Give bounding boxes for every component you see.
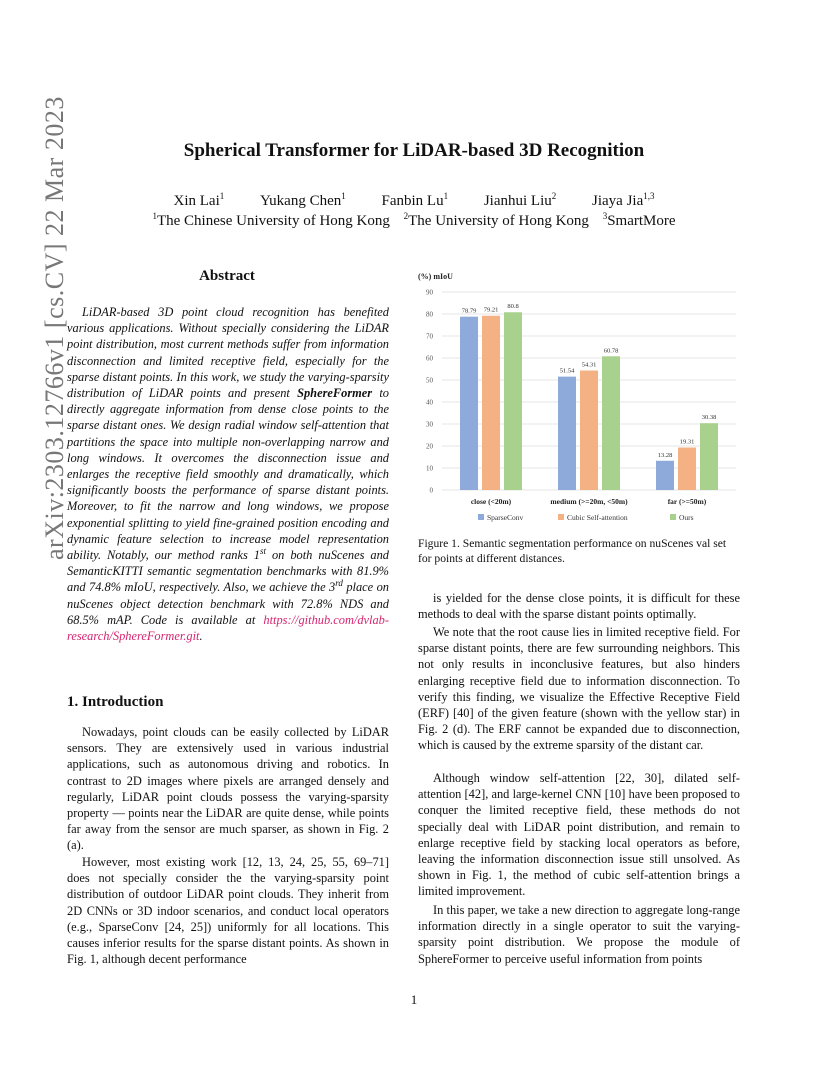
- paper-title: Spherical Transformer for LiDAR-based 3D Recognition: [183, 140, 645, 161]
- bar: [700, 423, 718, 490]
- data-label: 13.28: [657, 451, 673, 459]
- y-tick-label: 10: [426, 464, 433, 473]
- intro-paragraph-1: Nowadays, point clouds can be easily collected by LiDAR sensors. They are extensively used in various industrial applications, such as autonomous driving and robotics. In contrast to 2D images where pixels are arranged densely and regularly, LiDAR point clouds possess the varying-sparsity property — points near the LiDAR are quite dense, while points far away from the sensor are much sparser, as shown in Fig. 2 (a).: [67, 725, 389, 853]
- data-label: 30.38: [701, 414, 717, 422]
- bar-chart: [418, 268, 740, 530]
- abstract-text: LiDAR-based 3D point cloud recognition has benefited various applications. Without specially considering the LiDAR point distribution, most current methods suffer from information disconnection and limited receptive field, especially for the sparse distant points. In this work, we study the varying-sparsity distribution of LiDAR points and present SphereFormer to directly aggregate information from dense close points to the sparse distant ones. We design radial window self-attention that partitions the space into multiple non-overlapping narrow and long windows. It overcomes the disconnection issue and enlarges the receptive field smoothly and dramatically, which significantly boosts the performance of sparse distant points. Moreover, to fit the narrow and long windows, we propose exponential splitting to yield fine-grained position encoding and dynamic feature selection to increase model representation ability. Notably, our method ranks 1st on both nuScenes and SemanticKITTI semantic segmentation benchmarks with 81.9% and 74.8% mIoU, respectively. Also, we achieve the 3rd place on nuScenes object detection benchmark with 72.8% NDS and 68.5% mAP. Code is available at https://github.com/dvlab-research/SphereFormer.git.: [67, 305, 389, 644]
- legend-swatch: [478, 514, 484, 520]
- page-number: 1: [410, 992, 418, 1007]
- right-paragraph-1: is yielded for the dense close points, it is difficult for these methods to deal with the sparse distant points optimally.: [418, 591, 740, 622]
- y-tick-label: 0: [429, 486, 433, 495]
- y-tick-label: 70: [426, 332, 433, 341]
- bar: [580, 371, 598, 490]
- bar: [602, 356, 620, 490]
- bar: [482, 316, 500, 490]
- right-paragraph-2: We note that the root cause lies in limited receptive field. For sparse distant points, there are few surrounding neighbors. This not only results in inconclusive features, but also hinders enlarging receptive field due to information disconnection. To verify this finding, we visualize the Effective Receptive Field (ERF) [40] of the given feature (shown with the yellow star) in Fig. 2 (d). The ERF cannot be expanded due to disconnection, which is caused by the extreme sparsity of the distant car.: [418, 625, 740, 753]
- figure-caption: Figure 1. Semantic segmentation performance on nuScenes val set for points at different distances.: [418, 537, 727, 565]
- author: Xin Lai$^1$: [173, 191, 225, 209]
- bar: [656, 461, 674, 490]
- right-paragraph-3: Although window self-attention [22, 30], dilated self-attention [42], and large-kernel CNN [10] have been proposed to conquer the limited receptive field, these methods do not specially deal with LiDAR point distribution, and remain to enlarge receptive field by stacking local operators as before, leaving the information disconnection issue still unsolved. As shown in Fig. 1, the method of cubic self-attention brings a limited improvement.: [418, 771, 740, 899]
- data-label: 78.79: [461, 307, 477, 315]
- data-label: 79.21: [483, 306, 499, 314]
- right-paragraph-4: In this paper, we take a new direction to aggregate long-range information directly in a single operator to suit the varying-sparsity point distribution. We propose the module of SphereFormer to perceive useful information from points: [418, 903, 740, 966]
- abstract-heading: Abstract: [199, 268, 255, 284]
- y-tick-label: 20: [426, 442, 433, 451]
- y-tick-label: 90: [426, 288, 433, 297]
- author: Yukang Chen$^1$: [260, 191, 346, 209]
- data-label: 51.54: [559, 367, 575, 375]
- legend-label: SparseConv: [487, 513, 524, 522]
- data-label: 80.8: [507, 303, 519, 311]
- author: Jianhui Liu$^2$: [483, 191, 557, 209]
- y-tick-label: 50: [426, 376, 433, 385]
- code-link[interactable]: https://github.com/dvlab-research/SphereFormer.git: [67, 612, 389, 644]
- method-name: SphereFormer: [297, 386, 373, 401]
- legend-label: Ours: [679, 513, 694, 522]
- data-label: 19.31: [679, 438, 695, 446]
- author: Fanbin Lu$^1$: [381, 191, 449, 209]
- bar: [460, 317, 478, 490]
- bar: [678, 448, 696, 490]
- y-axis-label: (%) mIoU: [418, 272, 453, 281]
- affiliation: $^3$SmartMore: [602, 211, 676, 229]
- y-tick-label: 60: [426, 354, 433, 363]
- intro-paragraph-2: However, most existing work [12, 13, 24, 25, 55, 69–71] does not specially consider the the varying-sparsity point distribution of outdoor LiDAR point clouds. They inherit from 2D CNNs or 3D indoor scenarios, and conduct local operators (e.g., SparseConv [24, 25]) uniformly for all locations. This causes inferior results for the sparse distant points. As shown in Fig. 1, although decent performance: [67, 855, 389, 967]
- data-label: 60.78: [603, 347, 619, 355]
- legend-swatch: [558, 514, 564, 520]
- affiliation-list: [0, 213, 828, 230]
- y-tick-label: 30: [426, 420, 433, 429]
- author: Jiaya Jia$^{1,3}$: [592, 191, 655, 209]
- x-tick-label: medium (>=20m, <50m): [550, 497, 628, 506]
- author-list: [0, 193, 828, 210]
- bar: [558, 377, 576, 490]
- x-tick-label: far (>=50m): [667, 497, 707, 506]
- bar: [504, 312, 522, 490]
- legend-swatch: [670, 514, 676, 520]
- y-tick-label: 80: [426, 310, 433, 319]
- affiliation: $^2$The University of Hong Kong: [403, 211, 589, 229]
- legend-label: Cubic Self-attention: [567, 513, 628, 522]
- arxiv-identifier: arXiv:2303.12766v1 [cs.CV] 22 Mar 2023: [40, 96, 69, 560]
- affiliation: $^1$The Chinese University of Hong Kong: [152, 211, 390, 229]
- y-tick-label: 40: [426, 398, 433, 407]
- section-heading: 1. Introduction: [67, 694, 164, 710]
- data-label: 54.31: [581, 361, 597, 369]
- x-tick-label: close (<20m): [470, 497, 512, 506]
